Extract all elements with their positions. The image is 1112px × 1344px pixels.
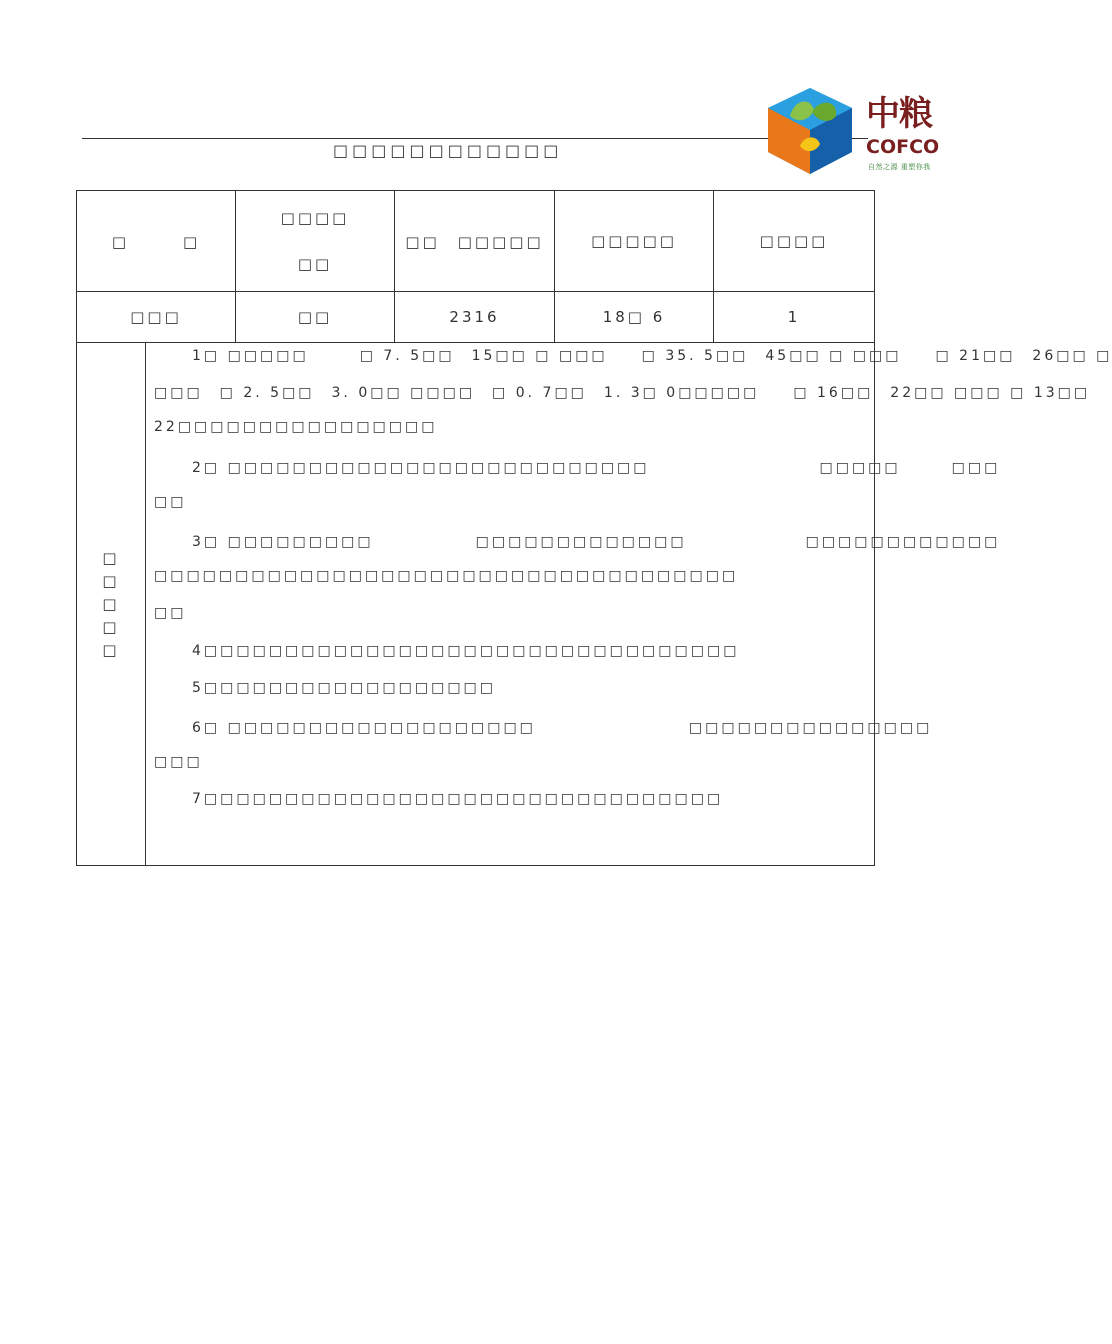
header-cell-2-line1: □□□□ [280, 209, 350, 227]
requirement-line: 5□□□□□□□□□□□□□□□□□□ [192, 679, 497, 696]
requirements-label-char: □ [102, 548, 120, 567]
logo-text-cn: 中粮 [866, 94, 932, 134]
row-cell-3: 2316 [395, 292, 555, 343]
requirements-label-char: □ [102, 640, 120, 659]
requirement-line: □□□□□□□□□□□□□□□□□□□□□□□□□□□□□□□□□□□□ [154, 568, 739, 585]
requirement-line: 1□ □□□□□ □ 7. 5□□ 15□□ □ □□□ □ 35. 5□□ 45□□ □ □□□ □ 21□□ 26□□ □ [192, 348, 1112, 364]
header-cell-1: □ □ [77, 191, 236, 292]
requirement-line: □□ [154, 493, 187, 510]
header-cell-3: □□ □□□□□ [395, 191, 555, 292]
requirement-line: □□□ [154, 754, 203, 771]
requirement-line: 22□□□□□□□□□□□□□□□□ [154, 419, 438, 436]
requirements-label [77, 343, 146, 866]
requirements-body [146, 343, 1112, 866]
requirement-line: □□□ □ 2. 5□□ 3. 0□□ □□□□ □ 0. 7□□ 1. 3□ 0□□□□□ □ 16□□ 22□□ □□□ □ 13□□ [154, 385, 1091, 402]
requirements-label-char: □ [102, 594, 120, 613]
requirement-line: 6□ □□□□□□□□□□□□□□□□□□□ □□□□□□□□□□□□□□□ [192, 720, 933, 736]
row-cell-2: □□ [236, 292, 395, 343]
requirements-label-char: □ [102, 571, 120, 590]
requirement-line: □□ [154, 605, 187, 622]
header-rule [82, 138, 868, 139]
header-cell-4: □□□□□ [555, 191, 714, 292]
requirement-line: 7□□□□□□□□□□□□□□□□□□□□□□□□□□□□□□□□ [192, 791, 724, 808]
logo-text-en: COFCO [866, 136, 940, 158]
logo-tagline: 自然之源 重塑你我 [868, 163, 931, 171]
header-cell-5: □□□□ [714, 191, 875, 292]
spec-table [76, 190, 1112, 866]
requirement-line: 2□ □□□□□□□□□□□□□□□□□□□□□□□□□□ □□□□□ □□□ [192, 459, 1001, 476]
table-header-row [77, 191, 875, 292]
row-cell-5: 1 [714, 292, 875, 343]
requirements-row [77, 343, 875, 866]
header-cell-2-line2: □□ [297, 255, 333, 273]
row-cell-1: □□□ [77, 292, 236, 343]
table-row [77, 292, 875, 343]
document-title: □□□□□□□□□□□□ [333, 141, 563, 160]
row-cell-4: 18□ 6 [555, 292, 714, 343]
requirement-line: 4□□□□□□□□□□□□□□□□□□□□□□□□□□□□□□□□□ [192, 642, 740, 659]
requirements-label-char: □ [102, 617, 120, 636]
cofco-cube-icon [760, 86, 864, 178]
header-cell-2 [236, 191, 395, 292]
requirement-line: 3□ □□□□□□□□□ □□□□□□□□□□□□□ □□□□□□□□□□□□ [192, 534, 1001, 550]
cofco-logo [760, 86, 950, 178]
